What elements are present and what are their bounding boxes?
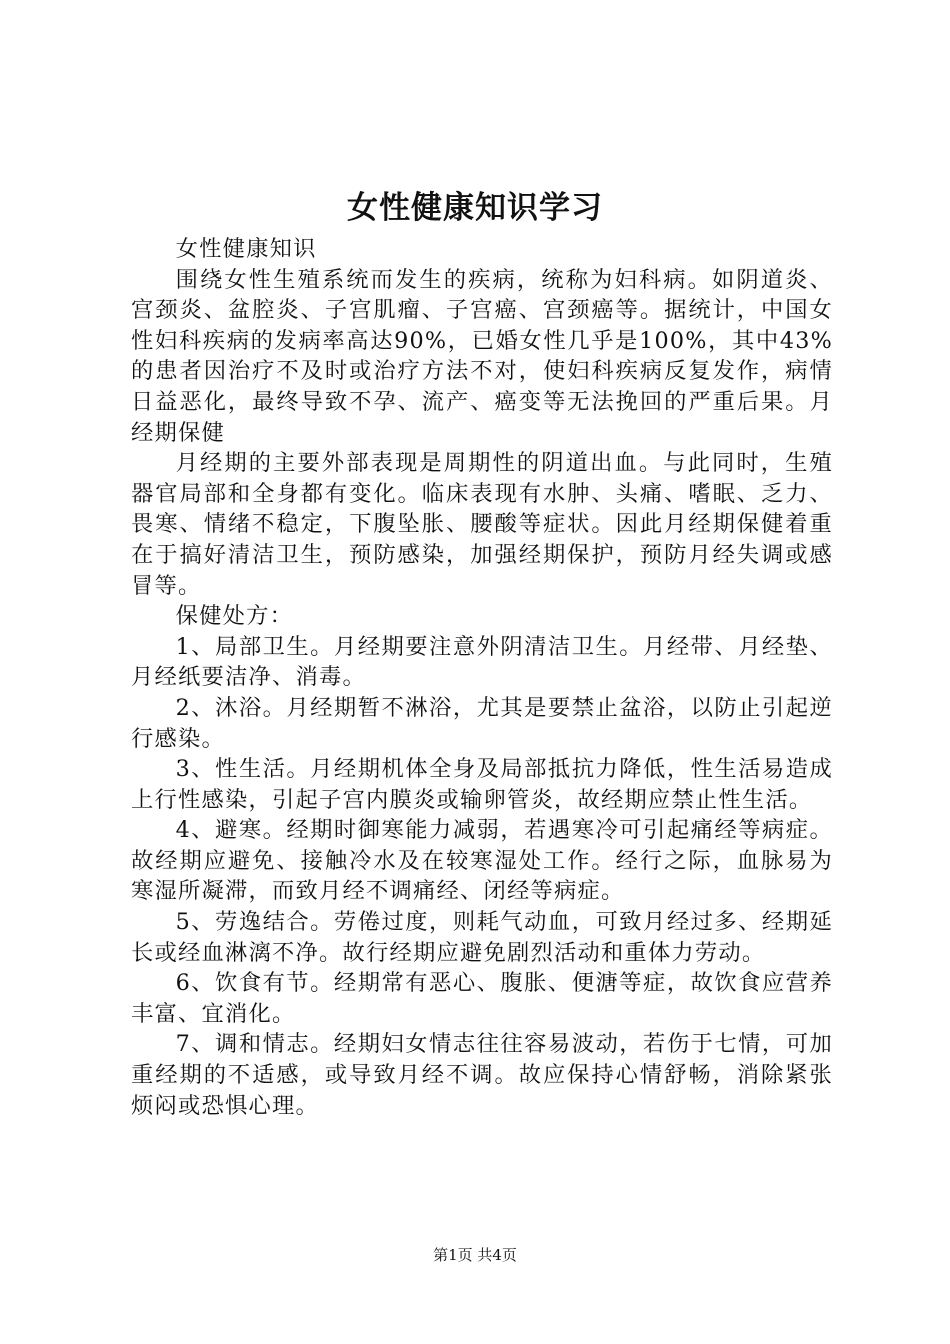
paragraph-item-2: 2、沐浴。月经期暂不淋浴，尤其是要禁止盆浴，以防止引起逆行感染。 xyxy=(131,694,833,752)
paragraph-item-7: 7、调和情志。经期妇女情志往往容易波动，若伤于七情，可加重经期的不适感，或导致月经不调。故应保持心情舒畅，消除紧张烦闷或恐惧心理。 xyxy=(131,1031,833,1119)
page-number: 第1页 共4页 xyxy=(433,1246,517,1264)
paragraph-item-6: 6、饮食有节。经期常有恶心、腹胀、便溏等症，故饮食应营养丰富、宜消化。 xyxy=(131,970,833,1027)
paragraph-intro: 围绕女性生殖系统而发生的疾病，统称为妇科病。如阴道炎、宫颈炎、盆腔炎、子宫肌瘤、子宫癌、宫颈癌等。据统计，中国女性妇科疾病的发病率高达90%，已婚女性几乎是100%，其中43%的患者因治疗不及时或治疗方法不对，使妇科疾病反复发作，病情日益恶化，最终导致不孕、流产、癌变等无法挽回的严重后果。月经期保健 xyxy=(131,266,833,446)
document-title: 女性健康知识学习 xyxy=(347,190,603,226)
paragraph-prescription-heading: 保健处方： xyxy=(175,603,294,630)
document-body xyxy=(131,234,833,1121)
paragraph-item-1: 1、局部卫生。月经期要注意外阴清洁卫生。月经带、月经垫、月经纸要洁净、消毒。 xyxy=(131,633,833,691)
paragraph-item-4: 4、避寒。经期时御寒能力减弱，若遇寒冷可引起痛经等病症。故经期应避免、接触冷水及在较寒湿处工作。经行之际，血脉易为寒湿所凝滞，而致月经不调痛经、闭经等病症。 xyxy=(131,817,833,905)
paragraph-item-5: 5、劳逸结合。劳倦过度，则耗气动血，可致月经过多、经期延长或经血淋漓不净。故行经期应避免剧烈活动和重体力劳动。 xyxy=(131,909,833,966)
paragraph-menstrual-period: 月经期的主要外部表现是周期性的阴道出血。与此同时，生殖器官局部和全身都有变化。临床表现有水肿、头痛、嗜眠、乏力、畏寒、情绪不稳定，下腹坠胀、腰酸等症状。因此月经期保健着重在于搞好清洁卫生，预防感染，加强经期保护，预防月经失调或感冒等。 xyxy=(131,450,833,599)
paragraph-item-3: 3、性生活。月经期机体全身及局部抵抗力降低，性生活易造成上行性感染，引起子宫内膜炎或输卵管炎，故经期应禁止性生活。 xyxy=(131,756,833,813)
paragraph-heading: 女性健康知识 xyxy=(175,236,317,262)
